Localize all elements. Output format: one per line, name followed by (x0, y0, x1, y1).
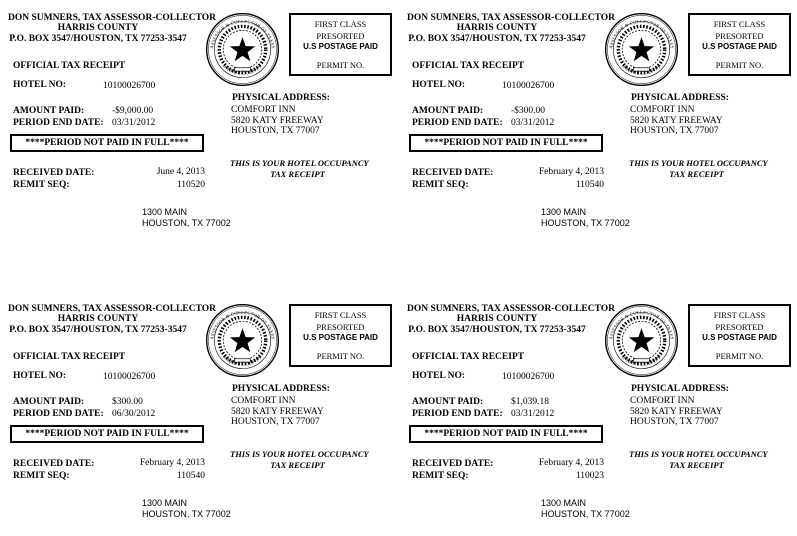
postage-presorted: PRESORTED (715, 31, 764, 41)
tax-receipt (399, 291, 796, 536)
received-date-label: RECEIVED DATE: (13, 168, 95, 178)
seal-arc-top-text: ASSESSOR & COLLECTOR OF TAXES (608, 309, 675, 340)
hotel-occupancy-note (230, 449, 369, 471)
note-line2: TAX RECEIPT (270, 169, 325, 179)
assessor-po-box: P.O. BOX 3547/HOUSTON, TX 77253-3547 (408, 33, 586, 44)
amount-paid-value: -$9,000.00 (112, 106, 154, 116)
county-seal-icon (205, 12, 280, 87)
postage-paid: U.S POSTAGE PAID (702, 333, 777, 342)
county-name: HARRIS COUNTY (57, 23, 139, 34)
assessor-header (8, 304, 216, 335)
postage-permit-box (688, 13, 791, 76)
tax-receipt (0, 291, 397, 536)
tax-receipt (399, 0, 796, 245)
amount-paid-label: AMOUNT PAID: (412, 106, 484, 116)
physical-address-city: HOUSTON, TX 77007 (231, 126, 320, 136)
hotel-no-value: 10100026700 (502, 81, 555, 91)
physical-address-city: HOUSTON, TX 77007 (630, 417, 719, 427)
mailing-street: 1300 MAIN (142, 207, 188, 217)
period-not-paid-banner: ****PERIOD NOT PAID IN FULL**** (10, 134, 204, 152)
period-end-date-label: PERIOD END DATE: (412, 409, 503, 419)
period-end-date-label: PERIOD END DATE: (13, 118, 104, 128)
amount-paid-value: $1,039.18 (511, 397, 549, 407)
assessor-name: DON SUMNERS, TAX ASSESSOR-COLLECTOR (407, 13, 615, 23)
postage-permit-box (688, 304, 791, 367)
seal-arc-bottom-text: HARRIS COUNTY (620, 63, 663, 76)
amount-paid-label: AMOUNT PAID: (412, 397, 484, 407)
official-tax-receipt-title: OFFICIAL TAX RECEIPT (412, 61, 525, 71)
period-end-date-value: 03/31/2012 (511, 118, 555, 128)
remit-seq-label: REMIT SEQ: (412, 471, 469, 481)
physical-address-name: COMFORT INN (630, 396, 695, 406)
physical-address-city: HOUSTON, TX 77007 (630, 126, 719, 136)
physical-address-label: PHYSICAL ADDRESS: (232, 93, 330, 103)
seal-arc-bottom-text: HARRIS COUNTY (620, 354, 663, 367)
physical-address-name: COMFORT INN (630, 105, 695, 115)
received-date-label: RECEIVED DATE: (13, 459, 95, 469)
assessor-header (407, 13, 615, 44)
received-date-value: February 4, 2013 (139, 458, 205, 468)
mailing-city: HOUSTON, TX 77002 (541, 218, 630, 228)
mailing-street: 1300 MAIN (541, 498, 587, 508)
physical-address-city: HOUSTON, TX 77007 (231, 417, 320, 427)
physical-address-street: 5820 KATY FREEWAY (231, 406, 324, 417)
mailing-street: 1300 MAIN (142, 498, 188, 508)
mailing-street: 1300 MAIN (541, 207, 587, 217)
hotel-occupancy-note (629, 449, 768, 471)
postage-permit-box (289, 13, 392, 76)
mailing-address-block (142, 207, 231, 229)
tax-receipt (0, 0, 397, 245)
assessor-po-box: P.O. BOX 3547/HOUSTON, TX 77253-3547 (408, 324, 586, 335)
amount-paid-value: $300.00 (112, 397, 143, 407)
amount-paid-value: -$300.00 (511, 106, 546, 116)
physical-address-street: 5820 KATY FREEWAY (630, 406, 723, 417)
hotel-occupancy-note (230, 158, 369, 180)
received-date-value: June 4, 2013 (156, 167, 205, 177)
physical-address-name: COMFORT INN (231, 105, 296, 115)
note-line2: TAX RECEIPT (270, 460, 325, 470)
remit-seq-label: REMIT SEQ: (13, 180, 70, 190)
seal-arc-bottom-text: HARRIS COUNTY (221, 354, 264, 367)
official-tax-receipt-title: OFFICIAL TAX RECEIPT (13, 352, 126, 362)
postage-first-class: FIRST CLASS (314, 19, 367, 29)
hotel-occupancy-note (629, 158, 768, 180)
county-name: HARRIS COUNTY (57, 314, 139, 325)
remit-seq-value: 110023 (575, 471, 604, 481)
assessor-header (8, 13, 216, 44)
county-name: HARRIS COUNTY (456, 23, 538, 34)
assessor-name: DON SUMNERS, TAX ASSESSOR-COLLECTOR (8, 13, 216, 23)
note-line1: THIS IS YOUR HOTEL OCCUPANCY (629, 158, 768, 168)
assessor-po-box: P.O. BOX 3547/HOUSTON, TX 77253-3547 (9, 324, 187, 335)
mailing-city: HOUSTON, TX 77002 (541, 509, 630, 519)
period-end-date-value: 03/31/2012 (112, 118, 156, 128)
seal-arc-bottom-text: HARRIS COUNTY (221, 63, 264, 76)
hotel-no-value: 10100026700 (103, 372, 156, 382)
postage-permit-no: PERMIT NO. (715, 60, 764, 70)
official-tax-receipt-title: OFFICIAL TAX RECEIPT (412, 352, 525, 362)
period-end-date-value: 03/31/2012 (511, 409, 555, 419)
seal-arc-top-text: ASSESSOR & COLLECTOR OF TAXES (608, 18, 675, 49)
note-line1: THIS IS YOUR HOTEL OCCUPANCY (230, 449, 369, 459)
county-seal-icon (604, 303, 679, 378)
remit-seq-value: 110540 (575, 180, 604, 190)
postage-first-class: FIRST CLASS (713, 310, 766, 320)
hotel-no-label: HOTEL NO: (412, 371, 466, 381)
postage-permit-no: PERMIT NO. (715, 351, 764, 361)
mailing-city: HOUSTON, TX 77002 (142, 218, 231, 228)
postage-presorted: PRESORTED (316, 31, 365, 41)
physical-address-label: PHYSICAL ADDRESS: (232, 384, 330, 394)
physical-address-street: 5820 KATY FREEWAY (630, 115, 723, 126)
remit-seq-value: 110520 (176, 180, 205, 190)
received-date-label: RECEIVED DATE: (412, 459, 494, 469)
county-seal-icon (205, 303, 280, 378)
physical-address-block (630, 396, 723, 428)
mailing-address-block (541, 498, 630, 520)
hotel-no-value: 10100026700 (103, 81, 156, 91)
hotel-no-label: HOTEL NO: (13, 80, 67, 90)
assessor-po-box: P.O. BOX 3547/HOUSTON, TX 77253-3547 (9, 33, 187, 44)
physical-address-block (231, 396, 324, 428)
hotel-no-value: 10100026700 (502, 372, 555, 382)
hotel-no-label: HOTEL NO: (13, 371, 67, 381)
note-line2: TAX RECEIPT (669, 460, 724, 470)
physical-address-name: COMFORT INN (231, 396, 296, 406)
physical-address-street: 5820 KATY FREEWAY (231, 115, 324, 126)
mailing-address-block (142, 498, 231, 520)
period-not-paid-banner: ****PERIOD NOT PAID IN FULL**** (10, 425, 204, 443)
assessor-header (407, 304, 615, 335)
note-line1: THIS IS YOUR HOTEL OCCUPANCY (629, 449, 768, 459)
received-date-label: RECEIVED DATE: (412, 168, 494, 178)
physical-address-block (630, 105, 723, 137)
postage-paid: U.S POSTAGE PAID (303, 42, 378, 51)
postage-first-class: FIRST CLASS (713, 19, 766, 29)
amount-paid-label: AMOUNT PAID: (13, 106, 85, 116)
hotel-no-label: HOTEL NO: (412, 80, 466, 90)
mailing-city: HOUSTON, TX 77002 (142, 509, 231, 519)
remit-seq-label: REMIT SEQ: (412, 180, 469, 190)
amount-paid-label: AMOUNT PAID: (13, 397, 85, 407)
postage-first-class: FIRST CLASS (314, 310, 367, 320)
period-end-date-label: PERIOD END DATE: (412, 118, 503, 128)
note-line2: TAX RECEIPT (669, 169, 724, 179)
postage-permit-box (289, 304, 392, 367)
period-end-date-value: 06/30/2012 (112, 409, 156, 419)
postage-permit-no: PERMIT NO. (316, 60, 365, 70)
assessor-name: DON SUMNERS, TAX ASSESSOR-COLLECTOR (8, 304, 216, 314)
seal-arc-top-text: ASSESSOR & COLLECTOR OF TAXES (209, 18, 276, 49)
physical-address-label: PHYSICAL ADDRESS: (631, 93, 729, 103)
physical-address-label: PHYSICAL ADDRESS: (631, 384, 729, 394)
official-tax-receipt-title: OFFICIAL TAX RECEIPT (13, 61, 126, 71)
county-name: HARRIS COUNTY (456, 314, 538, 325)
remit-seq-label: REMIT SEQ: (13, 471, 70, 481)
period-not-paid-banner: ****PERIOD NOT PAID IN FULL**** (409, 134, 603, 152)
received-date-value: February 4, 2013 (538, 167, 604, 177)
postage-paid: U.S POSTAGE PAID (303, 333, 378, 342)
period-not-paid-banner: ****PERIOD NOT PAID IN FULL**** (409, 425, 603, 443)
remit-seq-value: 110540 (176, 471, 205, 481)
period-end-date-label: PERIOD END DATE: (13, 409, 104, 419)
received-date-value: February 4, 2013 (538, 458, 604, 468)
seal-arc-top-text: ASSESSOR & COLLECTOR OF TAXES (209, 309, 276, 340)
mailing-address-block (541, 207, 630, 229)
physical-address-block (231, 105, 324, 137)
postage-presorted: PRESORTED (316, 322, 365, 332)
postage-permit-no: PERMIT NO. (316, 351, 365, 361)
postage-paid: U.S POSTAGE PAID (702, 42, 777, 51)
county-seal-icon (604, 12, 679, 87)
postage-presorted: PRESORTED (715, 322, 764, 332)
note-line1: THIS IS YOUR HOTEL OCCUPANCY (230, 158, 369, 168)
assessor-name: DON SUMNERS, TAX ASSESSOR-COLLECTOR (407, 304, 615, 314)
